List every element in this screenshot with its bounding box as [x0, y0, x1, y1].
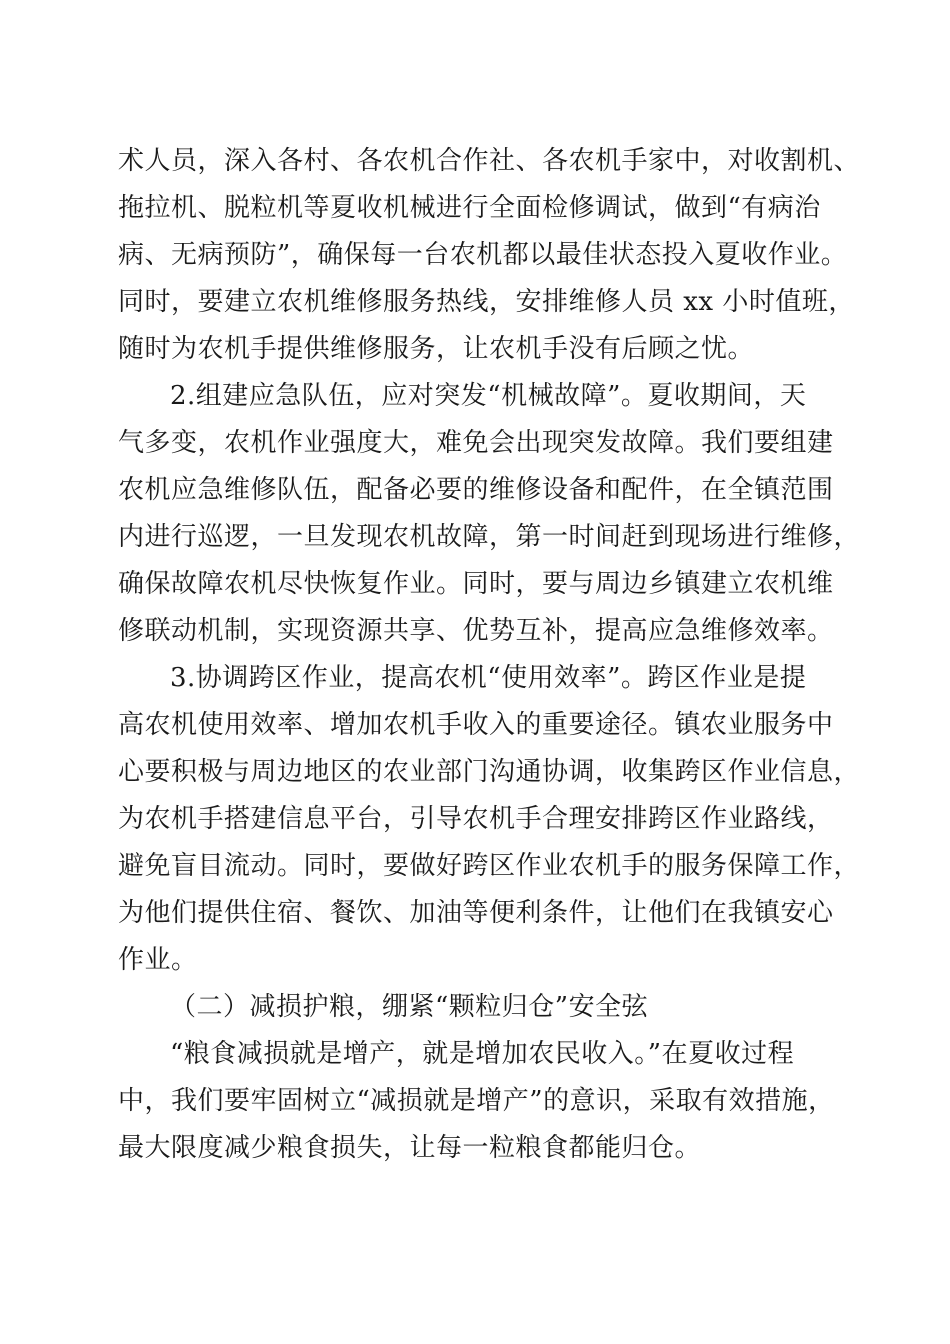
text-line: 为农机手搭建信息平台，引导农机手合理安排跨区作业路线， — [118, 804, 834, 834]
text-line: 拖拉机、脱粒机等夏收机械进行全面检修调试，做到“有病治 — [118, 193, 821, 223]
text-line: 同时，要建立农机维修服务热线，安排维修人员 xx 小时值班， — [118, 287, 855, 317]
text-line: 随时为农机手提供维修服务，让农机手没有后顾之忧。 — [118, 334, 755, 364]
text-line: 避免盲目流动。同时，要做好跨区作业农机手的服务保障工作， — [118, 851, 861, 881]
text-line: 气多变，农机作业强度大，难免会出现突发故障。我们要组建 — [118, 428, 834, 458]
paragraph-first-line: “粮食减损就是增产，就是增加农民收入。”在夏收过程 — [170, 1039, 795, 1069]
text-line: 高农机使用效率、增加农机手收入的重要途径。镇农业服务中 — [118, 710, 834, 740]
text-line: 修联动机制，实现资源共享、优势互补，提高应急维修效率。 — [118, 616, 834, 646]
text-line: 农机应急维修队伍，配备必要的维修设备和配件，在全镇范围 — [118, 475, 834, 505]
text-line: 病、无病预防”，确保每一台农机都以最佳状态投入夏收作业。 — [118, 240, 848, 270]
item-2-first-line: 2.组建应急队伍，应对突发“机械故障”。夏收期间，天 — [170, 381, 807, 411]
item-3-first-line: 3.协调跨区作业，提高农机“使用效率”。跨区作业是提 — [170, 663, 807, 693]
text-line: 中，我们要牢固树立“减损就是增产”的意识，采取有效措施， — [118, 1086, 835, 1116]
text-line: 为他们提供住宿、餐饮、加油等便利条件，让他们在我镇安心 — [118, 898, 834, 928]
text-line: 心要积极与周边地区的农业部门沟通协调，收集跨区作业信息， — [118, 757, 861, 787]
text-line: 术人员，深入各村、各农机合作社、各农机手家中，对收割机、 — [118, 146, 861, 176]
text-line: 最大限度减少粮食损失，让每一粒粮食都能归仓。 — [118, 1133, 702, 1163]
text-line: 确保故障农机尽快恢复作业。同时，要与周边乡镇建立农机维 — [118, 569, 834, 599]
section-heading: （二）减损护粮，绷紧“颗粒归仓”安全弦 — [170, 992, 649, 1022]
text-line: 作业。 — [118, 945, 198, 975]
text-line: 内进行巡逻，一旦发现农机故障，第一时间赶到现场进行维修， — [118, 522, 861, 552]
